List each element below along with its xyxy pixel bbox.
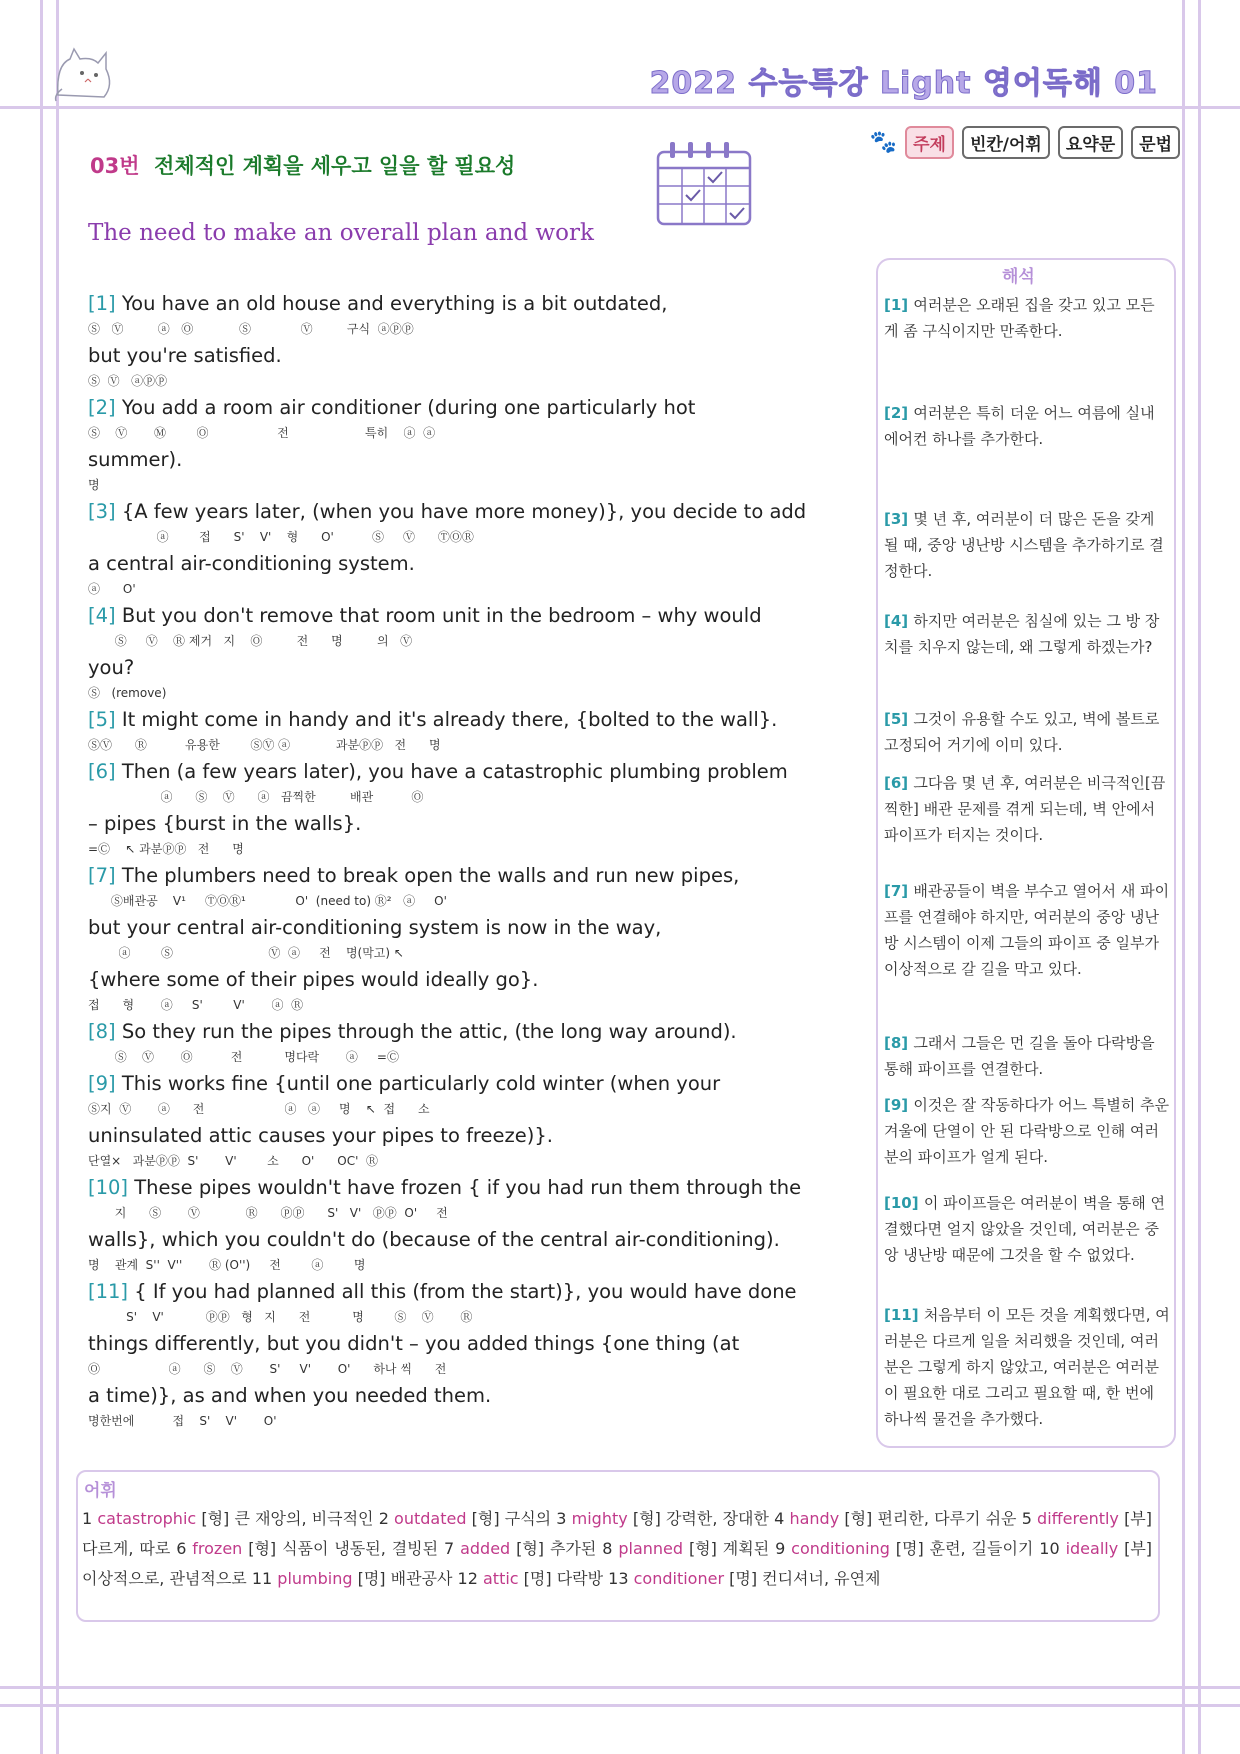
passage-line xyxy=(88,1332,848,1384)
passage-line xyxy=(88,396,848,448)
tag-blank-vocab[interactable]: 빈칸/어휘 xyxy=(962,126,1050,159)
translation-text: 이 파이프들은 여러분이 벽을 통해 연결했다면 얼지 않았을 것인데, 여러분은 중앙 냉난방 때문에 그것을 할 수 없었다. xyxy=(884,1194,1166,1264)
vocab-word: outdated xyxy=(394,1509,467,1528)
grammar-annotation: Ⓢ Ⓥ Ⓞ 전 명다락 ⓐ =Ⓒ xyxy=(88,1050,399,1064)
vocab-number: 1 xyxy=(82,1509,98,1528)
passage-line xyxy=(88,812,848,864)
grammar-annotation: Ⓢ Ⓥ Ⓜ Ⓞ 전 특히 ⓐ ⓐ xyxy=(88,426,436,440)
translation-number: [8] xyxy=(884,1034,914,1052)
passage-text xyxy=(88,604,762,627)
vocab-number: 11 xyxy=(251,1569,278,1588)
vocab-meaning: [부] 다르게, 따로 xyxy=(82,1509,1153,1558)
vocab-number: 12 xyxy=(457,1569,483,1588)
translation-text: 배관공들이 벽을 부수고 열어서 새 파이프를 연결해야 하지만, 여러분의 중앙 냉난방 시스템이 이제 그들의 파이프 중 일부가 이상적으로 갈 길을 막고 있다. xyxy=(884,882,1170,978)
passage-text xyxy=(88,1332,739,1355)
vocab-number: 3 xyxy=(556,1509,572,1528)
passage-text xyxy=(88,292,668,315)
tag-topic[interactable]: 주제 xyxy=(905,126,954,159)
frame-right-outer xyxy=(1198,0,1201,1754)
translation-text: 여러분은 오래된 집을 갖고 있고 모든 게 좀 구식이지만 만족한다. xyxy=(884,296,1155,340)
translation-number: [9] xyxy=(884,1096,914,1114)
tag-bar xyxy=(870,126,1180,159)
sentence-text: You add a room air conditioner (during one particularly hot xyxy=(121,396,696,419)
passage-text xyxy=(88,552,415,575)
vocab-word: mighty xyxy=(571,1509,628,1528)
grammar-annotation: Ⓢ지 Ⓥ ⓐ 전 ⓐ ⓐ 명 ↖ 접 소 xyxy=(88,1102,430,1116)
grammar-annotation: S' V' ⓟⓟ 형 지 전 명 Ⓢ Ⓥ Ⓡ xyxy=(88,1310,473,1324)
frame-top-line xyxy=(0,106,1240,109)
vocab-meaning: [형] 계획된 xyxy=(683,1539,776,1558)
passage-text xyxy=(88,916,661,939)
passage-line xyxy=(88,760,848,812)
sentence-text: things differently, but you didn't – you added things {one thing (at xyxy=(88,1332,740,1355)
passage-text xyxy=(88,968,538,991)
grammar-annotation: 지 Ⓢ Ⓥ Ⓡ ⓟⓟ S' V' ⓟⓟ O' 전 xyxy=(88,1206,448,1220)
grammar-annotation: 접 형 ⓐ S' V' ⓐ Ⓡ xyxy=(88,998,304,1012)
vocab-item xyxy=(379,1509,557,1528)
sentence-number: [2] xyxy=(88,396,122,419)
vocab-word: catastrophic xyxy=(97,1509,197,1528)
section-number: 03번 xyxy=(90,154,140,178)
sentence-text: a time)}, as and when you needed them. xyxy=(88,1384,492,1407)
vocab-meaning: [형] 식품이 냉동된, 결빙된 xyxy=(242,1539,444,1558)
calendar-icon xyxy=(652,138,756,228)
sentence-number: [11] xyxy=(88,1280,135,1303)
translation-heading: 해석 xyxy=(1002,267,1035,287)
translation-number: [2] xyxy=(884,404,914,422)
translation-item xyxy=(884,706,1170,758)
grammar-annotation: Ⓢ (remove) xyxy=(88,686,167,700)
passage-text xyxy=(88,1176,801,1199)
frame-bottom-line-1 xyxy=(0,1686,1240,1689)
grammar-annotation: ⓐ Ⓢ Ⓥ ⓐ 전 명(막고) ↖ xyxy=(88,946,404,960)
section-title-en: The need to make an overall plan and work xyxy=(88,220,594,246)
vocab-number: 5 xyxy=(1021,1509,1038,1528)
passage-text xyxy=(88,1228,780,1251)
sentence-text: But you don't remove that room unit in the bedroom – why would xyxy=(121,604,762,627)
vocab-number: 4 xyxy=(774,1509,790,1528)
passage-line xyxy=(88,1072,848,1124)
translation-text: 하지만 여러분은 침실에 있는 그 방 장치를 치우지 않는데, 왜 그렇게 하겠는가? xyxy=(884,612,1160,656)
sentence-number: [6] xyxy=(88,760,122,783)
passage-text xyxy=(88,500,806,523)
translation-number: [5] xyxy=(884,710,914,728)
translation-number: [10] xyxy=(884,1194,924,1212)
translation-item xyxy=(884,1030,1170,1082)
passage-line xyxy=(88,968,848,1020)
vocab-word: plumbing xyxy=(277,1569,353,1588)
grammar-annotation: =Ⓒ ↖ 과분ⓟⓟ 전 명 xyxy=(88,842,244,856)
grammar-annotation: 단열× 과분ⓟⓟ S' V' 소 O' OC' Ⓡ xyxy=(88,1154,378,1168)
sentence-text: walls}, which you couldn't do (because of the central air-conditioning). xyxy=(88,1228,780,1251)
sentence-number: [10] xyxy=(88,1176,135,1199)
translation-text: 그다음 몇 년 후, 여러분은 비극적인[끔찍한] 배관 문제를 겪게 되는데, 벽 안에서 파이프가 터지는 것이다. xyxy=(884,774,1166,844)
tag-summary[interactable]: 요약문 xyxy=(1058,126,1123,159)
page-header-title: 2022 수능특강 Light 영어독해 01 xyxy=(649,66,1158,101)
sentence-text: Then (a few years later), you have a catastrophic plumbing problem xyxy=(121,760,788,783)
vocab-item xyxy=(775,1539,1039,1558)
passage-text xyxy=(88,1020,737,1043)
frame-right-inner xyxy=(1182,0,1185,1754)
translation-number: [7] xyxy=(884,882,914,900)
vocab-meaning: [형] 추가된 xyxy=(510,1539,603,1558)
translation-text: 그래서 그들은 먼 길을 돌아 다락방을 통해 파이프를 연결한다. xyxy=(884,1034,1155,1078)
passage-text xyxy=(88,864,739,887)
translation-item xyxy=(884,292,1170,344)
vocab-word: added xyxy=(460,1539,511,1558)
vocab-item xyxy=(602,1539,775,1558)
grammar-annotation: Ⓢ배관공 V¹ ⓉⓄⓇ¹ O' (need to) Ⓡ² ⓐ O' xyxy=(88,894,447,908)
frame-left-outer xyxy=(40,0,43,1754)
cat-icon xyxy=(48,45,124,103)
grammar-annotation: ⓐ O' xyxy=(88,582,136,596)
passage-line xyxy=(88,604,848,656)
passage-line xyxy=(88,1228,848,1280)
passage-line xyxy=(88,916,848,968)
grammar-annotation: Ⓞ ⓐ Ⓢ Ⓥ S' V' O' 하나 씩 전 xyxy=(88,1362,447,1376)
vocab-number: 13 xyxy=(608,1569,634,1588)
sentence-text: but you're satisfied. xyxy=(88,344,282,367)
passage-line xyxy=(88,864,848,916)
frame-bottom-line-2 xyxy=(0,1704,1240,1707)
passage-line xyxy=(88,448,848,500)
vocab-item xyxy=(608,1569,880,1588)
passage-line xyxy=(88,1176,848,1228)
vocab-word: handy xyxy=(789,1509,840,1528)
sentence-text: {where some of their pipes would ideally go}. xyxy=(88,968,539,991)
tag-grammar[interactable]: 문법 xyxy=(1131,126,1180,159)
passage-line xyxy=(88,656,848,708)
translation-text: 몇 년 후, 여러분이 더 많은 돈을 갖게 될 때, 중앙 냉난방 시스템을 추가하기로 결정한다. xyxy=(884,510,1164,580)
vocab-number: 6 xyxy=(176,1539,193,1558)
translation-item xyxy=(884,1302,1170,1432)
vocab-item xyxy=(176,1539,444,1558)
sentence-number: [3] xyxy=(88,500,122,523)
vocab-word: attic xyxy=(483,1569,519,1588)
vocab-meaning: [형] 편리한, 다루기 쉬운 xyxy=(839,1509,1022,1528)
grammar-annotation: Ⓢ Ⓥ ⓐⓟⓟ xyxy=(88,374,168,388)
sentence-text: summer). xyxy=(88,448,183,471)
vocab-meaning: [부] 이상적으로, 관념적으로 xyxy=(82,1539,1153,1588)
vocab-meaning: [명] 배관공사 xyxy=(352,1569,458,1588)
translation-text: 처음부터 이 모든 것을 계획했다면, 여러분은 다르게 일을 처리했을 것인데, 여러분은 그렇게 하지 않았고, 여러분은 여러분이 필요한 대로 그리고 필요할 때, 한 번에 하나씩 물건을 추가했다. xyxy=(884,1306,1170,1428)
sentence-text: These pipes wouldn't have frozen { if you had run them through the xyxy=(134,1176,802,1199)
passage-text xyxy=(88,1384,491,1407)
passage-text xyxy=(88,760,788,783)
paw-icon: 🐾 xyxy=(869,130,898,155)
sentence-text: { If you had planned all this (from the start)}, you would have done xyxy=(134,1280,797,1303)
vocab-list xyxy=(82,1504,1152,1594)
grammar-annotation: 명 관계 S'' V'' Ⓡ (O'') 전 ⓐ 명 xyxy=(88,1258,366,1272)
translation-number: [3] xyxy=(884,510,914,528)
passage-text xyxy=(88,344,282,367)
sentence-number: [1] xyxy=(88,292,122,315)
sentence-text: It might come in handy and it's already there, {bolted to the wall}. xyxy=(121,708,778,731)
frame-left-inner xyxy=(56,0,59,1754)
passage-text xyxy=(88,448,182,471)
passage-text xyxy=(88,1072,720,1095)
sentence-text: uninsulated attic causes your pipes to freeze)}. xyxy=(88,1124,553,1147)
vocab-item xyxy=(444,1539,602,1558)
vocab-number: 9 xyxy=(775,1539,792,1558)
sentence-number: [5] xyxy=(88,708,122,731)
vocab-meaning: [형] 큰 재앙의, 비극적인 xyxy=(196,1509,379,1528)
section-title xyxy=(90,150,515,180)
vocab-item xyxy=(252,1569,458,1588)
sentence-text: – pipes {burst in the walls}. xyxy=(88,812,362,835)
grammar-annotation: 명한번에 접 S' V' O' xyxy=(88,1414,277,1428)
vocab-number: 2 xyxy=(378,1509,395,1528)
vocab-word: planned xyxy=(618,1539,684,1558)
vocab-meaning: [명] 훈련, 길들이기 xyxy=(889,1539,1040,1558)
vocab-item xyxy=(82,1509,379,1528)
vocab-word: frozen xyxy=(192,1539,243,1558)
vocab-word: ideally xyxy=(1065,1539,1119,1558)
grammar-annotation: ⓈⓋ Ⓡ 유용한 ⓈⓋ ⓐ 과분ⓟⓟ 전 명 xyxy=(88,738,441,752)
passage-text xyxy=(88,812,361,835)
vocab-meaning: [명] 컨디셔너, 유연제 xyxy=(724,1569,881,1588)
vocab-word: differently xyxy=(1037,1509,1119,1528)
passage-line xyxy=(88,1384,848,1436)
sentence-text: a central air-conditioning system. xyxy=(88,552,415,575)
passage-line xyxy=(88,292,848,344)
passage-line xyxy=(88,1020,848,1072)
grammar-annotation: ⓐ Ⓢ Ⓥ ⓐ 끔찍한 배관 Ⓞ xyxy=(88,790,424,804)
vocab-item xyxy=(774,1509,1022,1528)
passage-line xyxy=(88,708,848,760)
grammar-annotation: 명 xyxy=(88,478,100,492)
vocab-word: conditioner xyxy=(633,1569,725,1588)
translation-item xyxy=(884,400,1170,452)
sentence-number: [4] xyxy=(88,604,122,627)
vocab-heading: 어휘 xyxy=(84,1481,117,1501)
sentence-text: This works fine {until one particularly cold winter (when your xyxy=(121,1072,721,1095)
translation-text: 여러분은 특히 더운 어느 여름에 실내 에어컨 하나를 추가한다. xyxy=(884,404,1155,448)
translation-item xyxy=(884,878,1170,982)
translation-item xyxy=(884,506,1170,584)
section-title-ko: 전체적인 계획을 세우고 일을 할 필요성 xyxy=(154,154,516,178)
vocab-meaning: [명] 다락방 xyxy=(518,1569,609,1588)
passage-text xyxy=(88,1124,553,1147)
translation-number: [1] xyxy=(884,296,914,314)
sentence-number: [9] xyxy=(88,1072,122,1095)
grammar-annotation: Ⓢ Ⓥ Ⓡ 제거 지 Ⓞ 전 명 의 Ⓥ xyxy=(88,634,413,648)
sentence-text: {A few years later, (when you have more money)}, you decide to add xyxy=(121,500,807,523)
vocab-meaning: [형] 강력한, 장대한 xyxy=(627,1509,775,1528)
passage-line xyxy=(88,1280,848,1332)
vocab-number: 10 xyxy=(1039,1539,1066,1558)
sentence-number: [8] xyxy=(88,1020,122,1043)
translation-item xyxy=(884,1092,1170,1170)
grammar-annotation: ⓐ 접 S' V' 형 O' Ⓢ Ⓥ ⓉⓄⓇ xyxy=(88,530,474,544)
passage-text xyxy=(88,1280,797,1303)
vocab-meaning: [형] 구식의 xyxy=(466,1509,557,1528)
passage-text xyxy=(88,708,777,731)
sentence-text: The plumbers need to break open the walls and run new pipes, xyxy=(121,864,740,887)
grammar-annotation: Ⓢ Ⓥ ⓐ Ⓞ Ⓢ Ⓥ 구식 ⓐⓟⓟ xyxy=(88,322,414,336)
translation-item xyxy=(884,1190,1170,1268)
vocab-number: 7 xyxy=(443,1539,461,1558)
passage-line xyxy=(88,344,848,396)
vocab-number: 8 xyxy=(602,1539,619,1558)
translation-item xyxy=(884,770,1170,848)
translation-number: [6] xyxy=(884,774,914,792)
annotated-passage xyxy=(88,292,848,1436)
sentence-number: [7] xyxy=(88,864,122,887)
translation-text: 그것이 유용할 수도 있고, 벽에 볼트로 고정되어 거기에 이미 있다. xyxy=(884,710,1160,754)
sentence-text: So they run the pipes through the attic, (the long way around). xyxy=(121,1020,737,1043)
passage-text xyxy=(88,656,134,679)
passage-line xyxy=(88,500,848,552)
translation-number: [11] xyxy=(884,1306,924,1324)
vocab-item xyxy=(458,1569,609,1588)
sentence-text: you? xyxy=(88,656,135,679)
translation-number: [4] xyxy=(884,612,914,630)
translation-item xyxy=(884,608,1170,660)
sentence-text: You have an old house and everything is a bit outdated, xyxy=(121,292,668,315)
vocab-word: conditioning xyxy=(791,1539,890,1558)
vocab-item xyxy=(556,1509,774,1528)
translation-text: 이것은 잘 작동하다가 어느 특별히 추운 겨울에 단열이 안 된 다락방으로 인해 여러분의 파이프가 얼게 된다. xyxy=(884,1096,1170,1166)
sentence-text: but your central air-conditioning system is now in the way, xyxy=(88,916,662,939)
passage-line xyxy=(88,552,848,604)
passage-text xyxy=(88,396,695,419)
passage-line xyxy=(88,1124,848,1176)
